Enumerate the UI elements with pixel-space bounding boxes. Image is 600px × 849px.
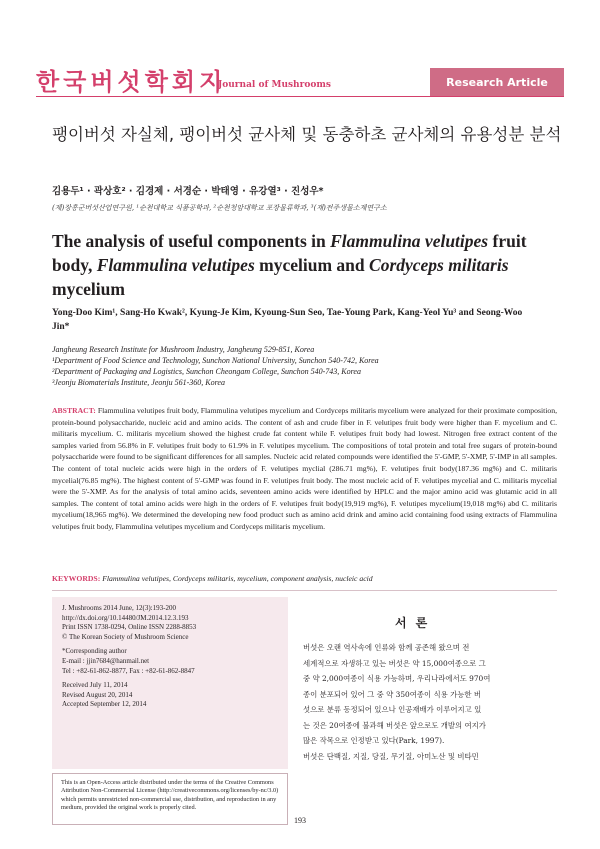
title-species: Flammulina velutipes [330,231,489,251]
citation-line: J. Mushrooms 2014 June, 12(3):193-200 [62,604,176,612]
affiliation-line: ²Department of Packaging and Logistics, Sunchon Cheongam College, Sunchon 540-743, Korea [52,367,361,376]
intro-line: 중 약 2,000여종이 식용 가능하며, 우리나라에서도 970여 [303,674,491,683]
header-divider [36,96,564,97]
title-part: mycelium and [254,255,370,275]
article-info-box [52,597,288,769]
title-part: The analysis of useful components in [52,231,331,251]
keywords-text: Flammulina velutipes, Cordyceps militaris, mycelium, component analysis, nucleic acid [102,574,373,583]
abstract-label: ABSTRACT: [52,406,96,415]
title-part: mycelium [52,279,125,299]
section-divider [52,590,557,591]
intro-line: 세계적으로 자생하고 있는 버섯은 약 15,000여종으로 그 [303,658,486,668]
intro-line: 는 것은 20여종에 불과해 버섯은 앞으로도 개발의 여지가 [303,720,486,730]
doi-link[interactable]: http://dx.doi.org/10.14480/JM.2014.12.3.193 [62,613,189,622]
citation-line: © The Korean Society of Mushroom Science [62,632,189,641]
date-line: Revised August 20, 2014 [62,690,133,699]
intro-line: 종이 분포되어 있어 그 중 약 350여종이 식용 가능한 버 [303,689,482,699]
page-number: 193 [294,816,306,825]
intro-line: 버섯은 오랜 역사속에 인류와 함께 공존해 왔으며 전 [303,643,470,652]
korean-affiliations: (재)장흥군버섯산업연구원, ¹순천대학교 식품공학과, ²순천청암대학교 포장물류학과, ³(재)전주생물소재연구소 [52,204,387,212]
korean-authors: 김용두¹ · 곽상호² · 김경제 · 서경순 · 박태영 · 유강열³ · 진성우* [52,186,324,197]
abstract [52,405,557,533]
date-line: Accepted September 12, 2014 [62,700,147,709]
korean-article-title: 팽이버섯 자실체, 팽이버섯 균사체 및 동충하초 균사체의 유용성분 분석 [52,125,562,144]
keywords [52,573,557,584]
affiliation-line: Jangheung Research Institute for Mushroom Industry, Jangheung 529-851, Korea [52,345,315,354]
affiliations [52,344,552,388]
intro-line: 버섯은 단백질, 지질, 당질, 무기질, 아미노산 및 비타민 [303,751,479,761]
introduction-text [303,640,558,764]
corresponding-label: *Corresponding author [62,647,127,656]
english-authors: Yong-Doo Kim¹, Sang-Ho Kwak², Kyung-Je Kim, Kyoung-Sun Seo, Tae-Young Park, Kang-Yeol Yu³ and Seong-Woo Jin* [52,308,523,332]
abstract-text: Flammulina velutipes fruit body, Flammulina velutipes mycelium and Cordyceps militaris mycelium were analyzed for their proximate composition, protein-bound polysaccharide, nucleic acid and amino acids. The content of ash and crude fiber in F. velutipes fruit body were higher than F. mycelium and C. militaris mycelium. C. militaris mycelium showed the highest crude fat content while F. velutipes fruit body had lowest. Nitrogen free extract content of the samples varied from 56.8% in F. velutipes fruit body to 61.9% in F. velutipes mycelium. The compositions of total protein and total free sugars of protein-bound polysaccharide were found to be significant differences for all samples. Nucleic acid related compounds were identified the 5'-GMP, 5'-XMP, 5'-IMP in all samples. The content of total nucleic acids were high in the orders of F. velutipes myclial (286.71 mg%), F. velutipes fruit body(187.36 mg%) and C. militaris mycelial(76.85 mg%). The highest content of 5'-GMP was found in F. velutipes fruit body. The most nucleic acid of F. velutipes mycelial and C. militaris mycelial were the 5'-XMP. As for the analysis of total amino acids, seventeen amino acids were identified by HPLC and the major amino acid was glutamic acid in all samples. The content of total amino acids were high in the orders of F. velutipes fruit body(19,919 mg%), F. velutipes mycelium(19,018 mg%) abd C. militaris mycelium(18,965 mg%). We determined the developing new food product such as amino acid drink and amino acid containing food using extracts of Flammulina velutipes fruit body, Flammulina velutipes mycelium and Cordyceps militaris mycelium. [52,406,558,531]
intro-line: 많은 작목으로 인정받고 있다(Park, 1997). [303,736,445,745]
title-part: fruit body, [52,231,527,275]
journal-korean-title: 한국버섯학회지 [36,68,227,96]
keywords-label: KEYWORDS: [52,574,101,583]
affiliation-line: ¹Department of Food Science and Technology, Sunchon National University, Sunchon 540-742, Korea [52,356,379,365]
phone-line: Tel : +82-61-862-8877, Fax : +82-61-862-8847 [62,666,195,675]
article-type-badge: Research Article [430,68,564,96]
title-species: Cordyceps militaris [369,255,509,275]
english-article-title [52,229,562,301]
open-access-notice: This is an Open-Access article distributed under the terms of the Creative Commons Attribution Non-Commercial License (http://creativecommons.org/licenses/by-nc/3.0) which permits unrestricted non-commercial use, distribution, and reproduction in any medium, provided the original work is properly cited. [52,773,288,825]
intro-line: 섯으로 분류 동정되어 있으나 인공재배가 이루어지고 있 [303,705,482,714]
citation-line: Print ISSN 1738-0294, Online ISSN 2288-8853 [62,623,197,632]
affiliation-line: ³Jeonju Biomaterials Institute, Jeonju 561-360, Korea [52,378,225,387]
email-line[interactable]: E-mail : jjin7684@hanmail.net [62,656,150,665]
introduction-heading: 서론 [395,616,437,630]
journal-english-title: Journal of Mushrooms [218,80,331,90]
date-line: Received July 11, 2014 [62,681,128,690]
title-species: Flammulina velutipes [96,255,255,275]
